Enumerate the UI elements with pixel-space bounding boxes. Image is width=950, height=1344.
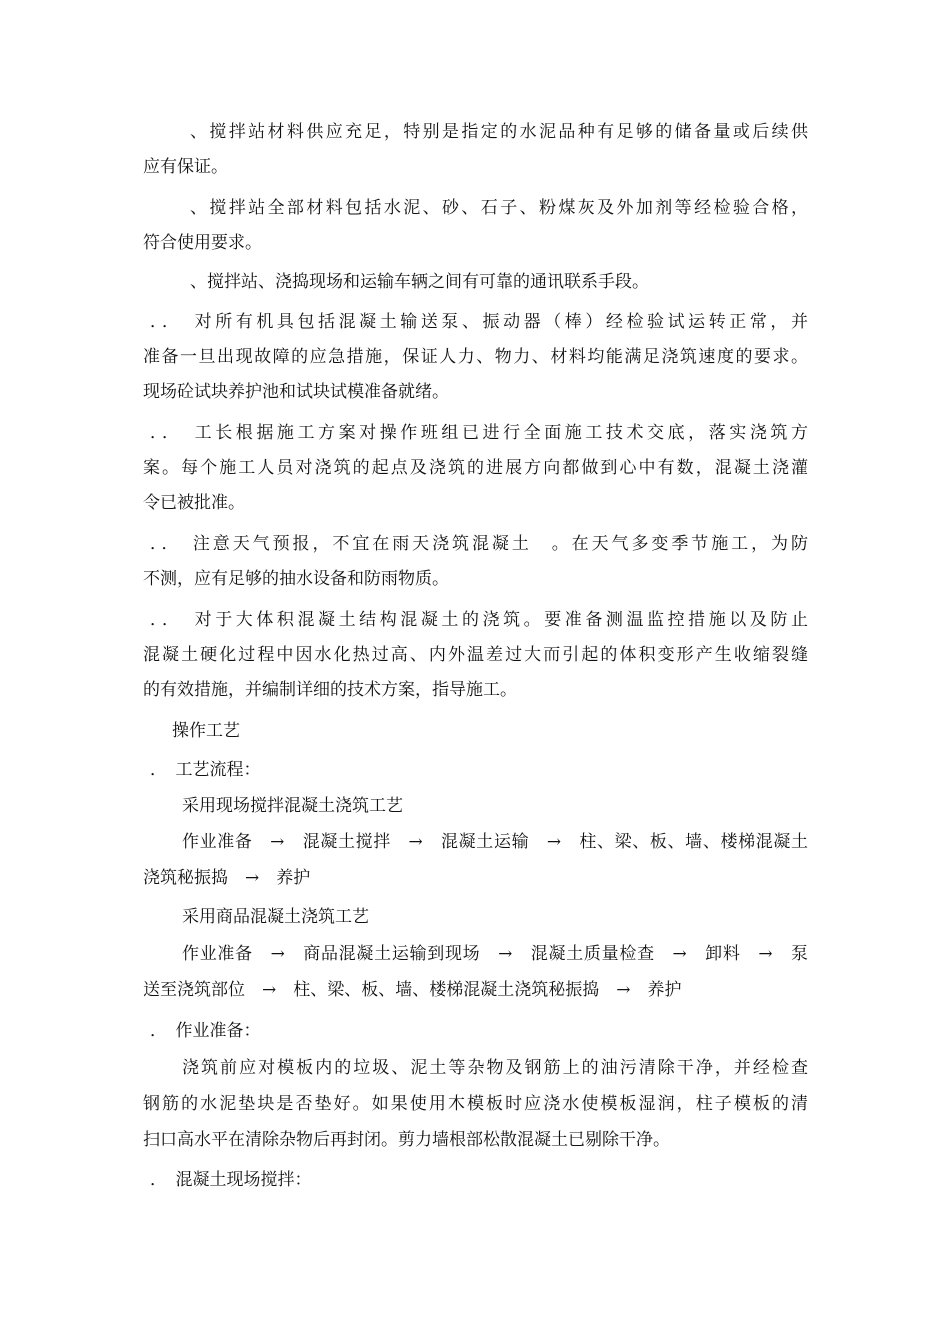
text-line-9: ．． 工长根据施工方案对操作班组已进行全面施工技术交底，落实浇筑方 <box>150 423 808 443</box>
text-line-6: ．． 对所有机具包括混凝土输送泵、振动器（棒）经检验试运转正常，并 <box>150 312 808 332</box>
text-line-24: 送至浇筑部位 → 柱、梁、板、墙、楼梯混凝土浇筑秘振捣 → 养护 <box>143 980 682 1000</box>
text-line-21: 浇筑秘振捣 → 养护 <box>143 868 311 888</box>
text-line-3: 、搅拌站全部材料包括水泥、砂、石子、粉煤灰及外加剂等经检验合格， <box>190 198 808 218</box>
text-line-2: 应有保证。 <box>143 157 228 177</box>
text-line-12: ．． 注意天气预报，不宜在雨天浇筑混凝土 。在天气多变季节施工，为防 <box>150 534 808 554</box>
text-line-27: 钢筋的水泥垫块是否垫好。如果使用木模板时应浇水使模板湿润，柱子模板的清 <box>143 1094 808 1114</box>
text-line-28: 扫口高水平在清除杂物后再封闭。剪力墙根部松散混凝土已剔除干净。 <box>143 1130 670 1150</box>
text-line-19: 采用现场搅拌混凝土浇筑工艺 <box>182 796 403 816</box>
text-line-29: ． 混凝土现场搅拌： <box>150 1170 312 1190</box>
text-line-7: 准备一旦出现故障的应急措施，保证人力、物力、材料均能满足浇筑速度的要求。 <box>143 347 808 367</box>
text-line-5: 、搅拌站、浇捣现场和运输车辆之间有可靠的通讯联系手段。 <box>190 272 649 292</box>
text-line-18: ． 工艺流程： <box>150 760 261 780</box>
text-line-4: 符合使用要求。 <box>143 233 262 253</box>
text-line-13: 不测，应有足够的抽水设备和防雨物质。 <box>143 569 449 589</box>
text-line-23: 作业准备 → 商品混凝土运输到现场 → 混凝土质量检查 → 卸料 → 泵 <box>182 944 808 964</box>
text-line-22: 采用商品混凝土浇筑工艺 <box>182 907 369 927</box>
text-line-10: 案。每个施工人员对浇筑的起点及浇筑的进展方向都做到心中有数，混凝土浇灌 <box>143 458 808 478</box>
text-line-14: ．． 对于大体积混凝土结构混凝土的浇筑。要准备测温监控措施以及防止 <box>150 610 808 630</box>
text-line-26: 浇筑前应对模板内的垃圾、泥土等杂物及钢筋上的油污清除干净，并经检查 <box>182 1058 808 1078</box>
text-line-25: ． 作业准备： <box>150 1021 261 1041</box>
text-line-16: 的有效措施，并编制详细的技术方案，指导施工。 <box>143 680 517 700</box>
section-heading: 操作工艺 <box>172 721 240 741</box>
text-line-1: 、搅拌站材料供应充足，特别是指定的水泥品种有足够的储备量或后续供 <box>190 122 808 142</box>
text-line-8: 现场砼试块养护池和试块试模准备就绪。 <box>143 382 449 402</box>
text-line-20: 作业准备 → 混凝土搅拌 → 混凝土运输 → 柱、梁、板、墙、楼梯混凝土 <box>182 832 808 852</box>
text-line-15: 混凝土硬化过程中因水化热过高、内外温差过大而引起的体积变形产生收缩裂缝 <box>143 645 808 665</box>
text-line-11: 令已被批准。 <box>143 493 245 513</box>
